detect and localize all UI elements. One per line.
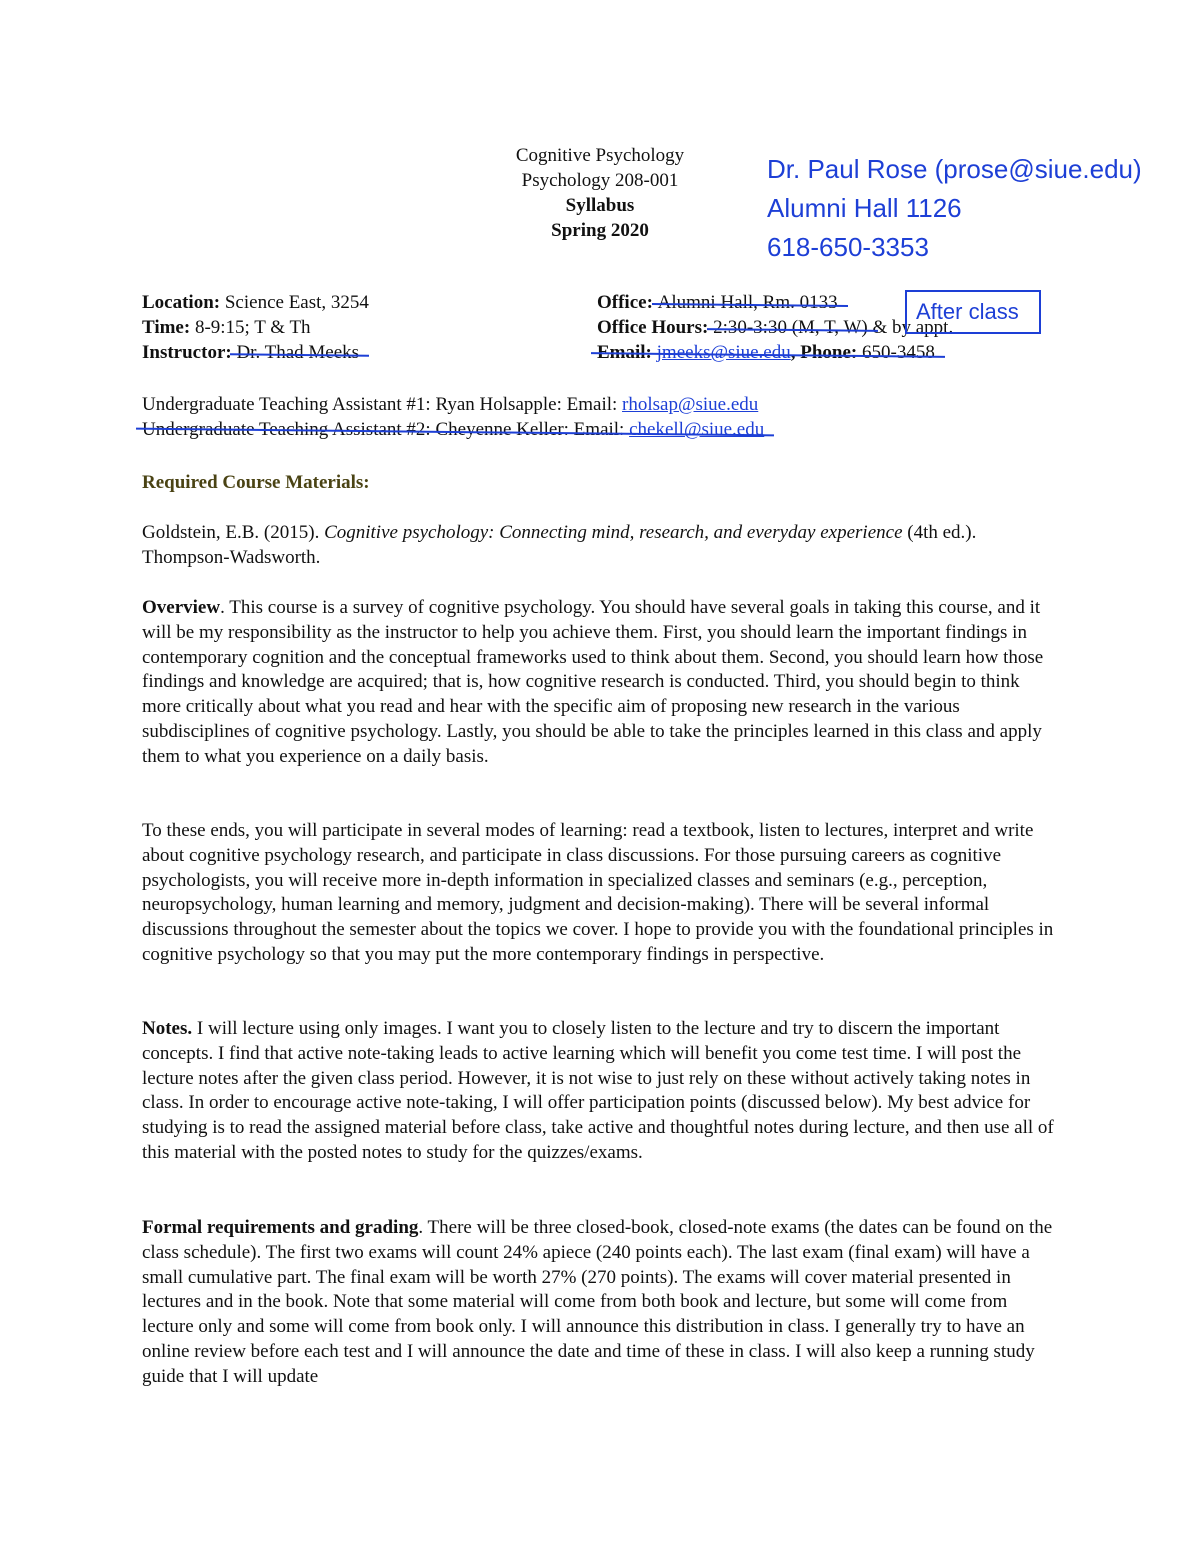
office-hours-label: Office Hours: bbox=[597, 317, 709, 338]
grading-label: Formal requirements and grading bbox=[142, 1217, 419, 1238]
course-header bbox=[440, 143, 760, 243]
ends-paragraph bbox=[142, 819, 1060, 968]
email-row bbox=[597, 341, 935, 366]
time-label: Time: bbox=[142, 317, 191, 338]
annotation-instructor: Dr. Paul Rose (prose@siue.edu) bbox=[767, 154, 1142, 184]
ta2-text: Undergraduate Teaching Assistant #2: Cheyenne Keller: Email: bbox=[142, 419, 630, 440]
office-hours-row bbox=[597, 316, 953, 341]
email-label: Email: bbox=[597, 342, 652, 363]
annotation-box bbox=[905, 290, 1041, 334]
office-row bbox=[597, 291, 838, 316]
materials-reference bbox=[142, 521, 1060, 571]
reference-publisher: (4th ed.). Thompson-Wadsworth. bbox=[142, 522, 977, 568]
ta2-struck bbox=[142, 418, 764, 443]
grading-text: . There will be three closed-book, closed-note exams (the dates can be found on the class schedule). The first two exams will count 24% apiece (240 points each). The last exam (final exam) will have a small cumulative part. The final exam will be worth 27% (270 points). The exams will cover material presented in lectures and in the book. Note that some material will come from both book and lecture, but some will come from lecture only and some will come from book only. I will announce this distribution in class. I generally try to have an online review before each test and I will announce the date and time of these in class. I will also keep a running study guide that I will update bbox=[142, 1217, 1053, 1387]
overview-label: Overview bbox=[142, 597, 221, 618]
ta1-email-link[interactable]: rholsap@siue.edu bbox=[622, 394, 759, 415]
phone-value: 650-3458 bbox=[862, 342, 935, 363]
time-value: 8-9:15; T & Th bbox=[190, 317, 311, 338]
notes-text: I will lecture using only images. I want you to closely listen to the lecture and try to discern the important concepts. I find that active note-taking leads to active learning which will benefit you come test time. I will post the lecture notes after the given class period. However, it is not wise to just rely on these without actively taking notes in class. In order to encourage active note-taking, I will offer participation points (discussed below). My best advice for studying is to read the assigned material before class, take active and thoughtful notes during lecture, and then use all of this material with the posted notes to study for the quizzes/exams. bbox=[142, 1018, 1054, 1163]
location-value: Science East, 3254 bbox=[220, 292, 369, 313]
reference-title: Cognitive psychology: Connecting mind, research, and everyday experience bbox=[324, 522, 903, 543]
semester-label: Spring 2020 bbox=[551, 220, 649, 241]
materials-heading: Required Course Materials: bbox=[142, 472, 370, 493]
ta2-email-link[interactable]: chekell@siue.edu bbox=[629, 419, 765, 440]
office-label: Office: bbox=[597, 292, 653, 313]
annotation-phone: 618-650-3353 bbox=[767, 232, 929, 262]
notes-label: Notes. bbox=[142, 1018, 193, 1039]
notes-paragraph bbox=[142, 1017, 1060, 1166]
syllabus-label: Syllabus bbox=[565, 195, 635, 216]
grading-paragraph bbox=[142, 1216, 1060, 1390]
email-phone-struck bbox=[597, 341, 935, 366]
course-title: Cognitive Psychology bbox=[515, 145, 685, 166]
time-row bbox=[142, 316, 311, 341]
ends-text: To these ends, you will participate in several modes of learning: read a textbook, listen to lectures, interpret and write about cognitive psychology research, and participate in class discussions. For those pursuing careers as cognitive psychologists, you will receive more in-depth information in specialized classes and seminars (e.g., perception, neuropsychology, human learning and memory, judgment and decision-making). There will be several informal discussions throughout the semester about the topics we cover. I hope to provide you with the foundational principles in cognitive psychology so that you may put the more contemporary findings in perspective. bbox=[142, 820, 1054, 965]
instructor-label: Instructor: bbox=[142, 342, 232, 363]
ta1-text: Undergraduate Teaching Assistant #1: Ryan Holsapple: Email: bbox=[142, 394, 623, 415]
course-number: Psychology 208-001 bbox=[521, 170, 679, 191]
office-hours-suffix: & by appt. bbox=[867, 317, 954, 338]
instructor-row bbox=[142, 341, 359, 366]
instructor-email-link[interactable]: jmeeks@siue.edu bbox=[656, 342, 791, 363]
instructor-value-struck: Dr. Thad Meeks bbox=[236, 341, 359, 366]
phone-label: , Phone: bbox=[790, 342, 858, 363]
overview-text: . This course is a survey of cognitive psychology. You should have several goals in taking this course, and it will be my responsibility as the instructor to help you achieve them. First, you should learn the important findings in contemporary cognition and the conceptual frameworks used to think about them. Second, you should learn how those findings and knowledge are acquired; that is, how cognitive research is conducted. Third, you should begin to think more critically about what you read and hear with the specific aim of proposing new research in the various subdisciplines of cognitive psychology. Lastly, you should be able to take the principles learned in this class and apply them to what you experience on a daily basis. bbox=[142, 597, 1044, 767]
location-row bbox=[142, 291, 369, 316]
office-hours-value-struck: 2:30-3:30 (M, T, W) bbox=[713, 316, 868, 341]
office-value-struck: Alumni Hall, Rm. 0133 bbox=[658, 291, 838, 316]
ta1-row bbox=[142, 393, 758, 418]
reference-authors: Goldstein, E.B. (2015). bbox=[142, 522, 325, 543]
annotation-box-text: After class bbox=[916, 299, 1019, 324]
ta2-row bbox=[142, 418, 764, 443]
annotation-office: Alumni Hall 1126 bbox=[767, 193, 962, 223]
overview-paragraph bbox=[142, 596, 1060, 770]
location-label: Location: bbox=[142, 292, 221, 313]
